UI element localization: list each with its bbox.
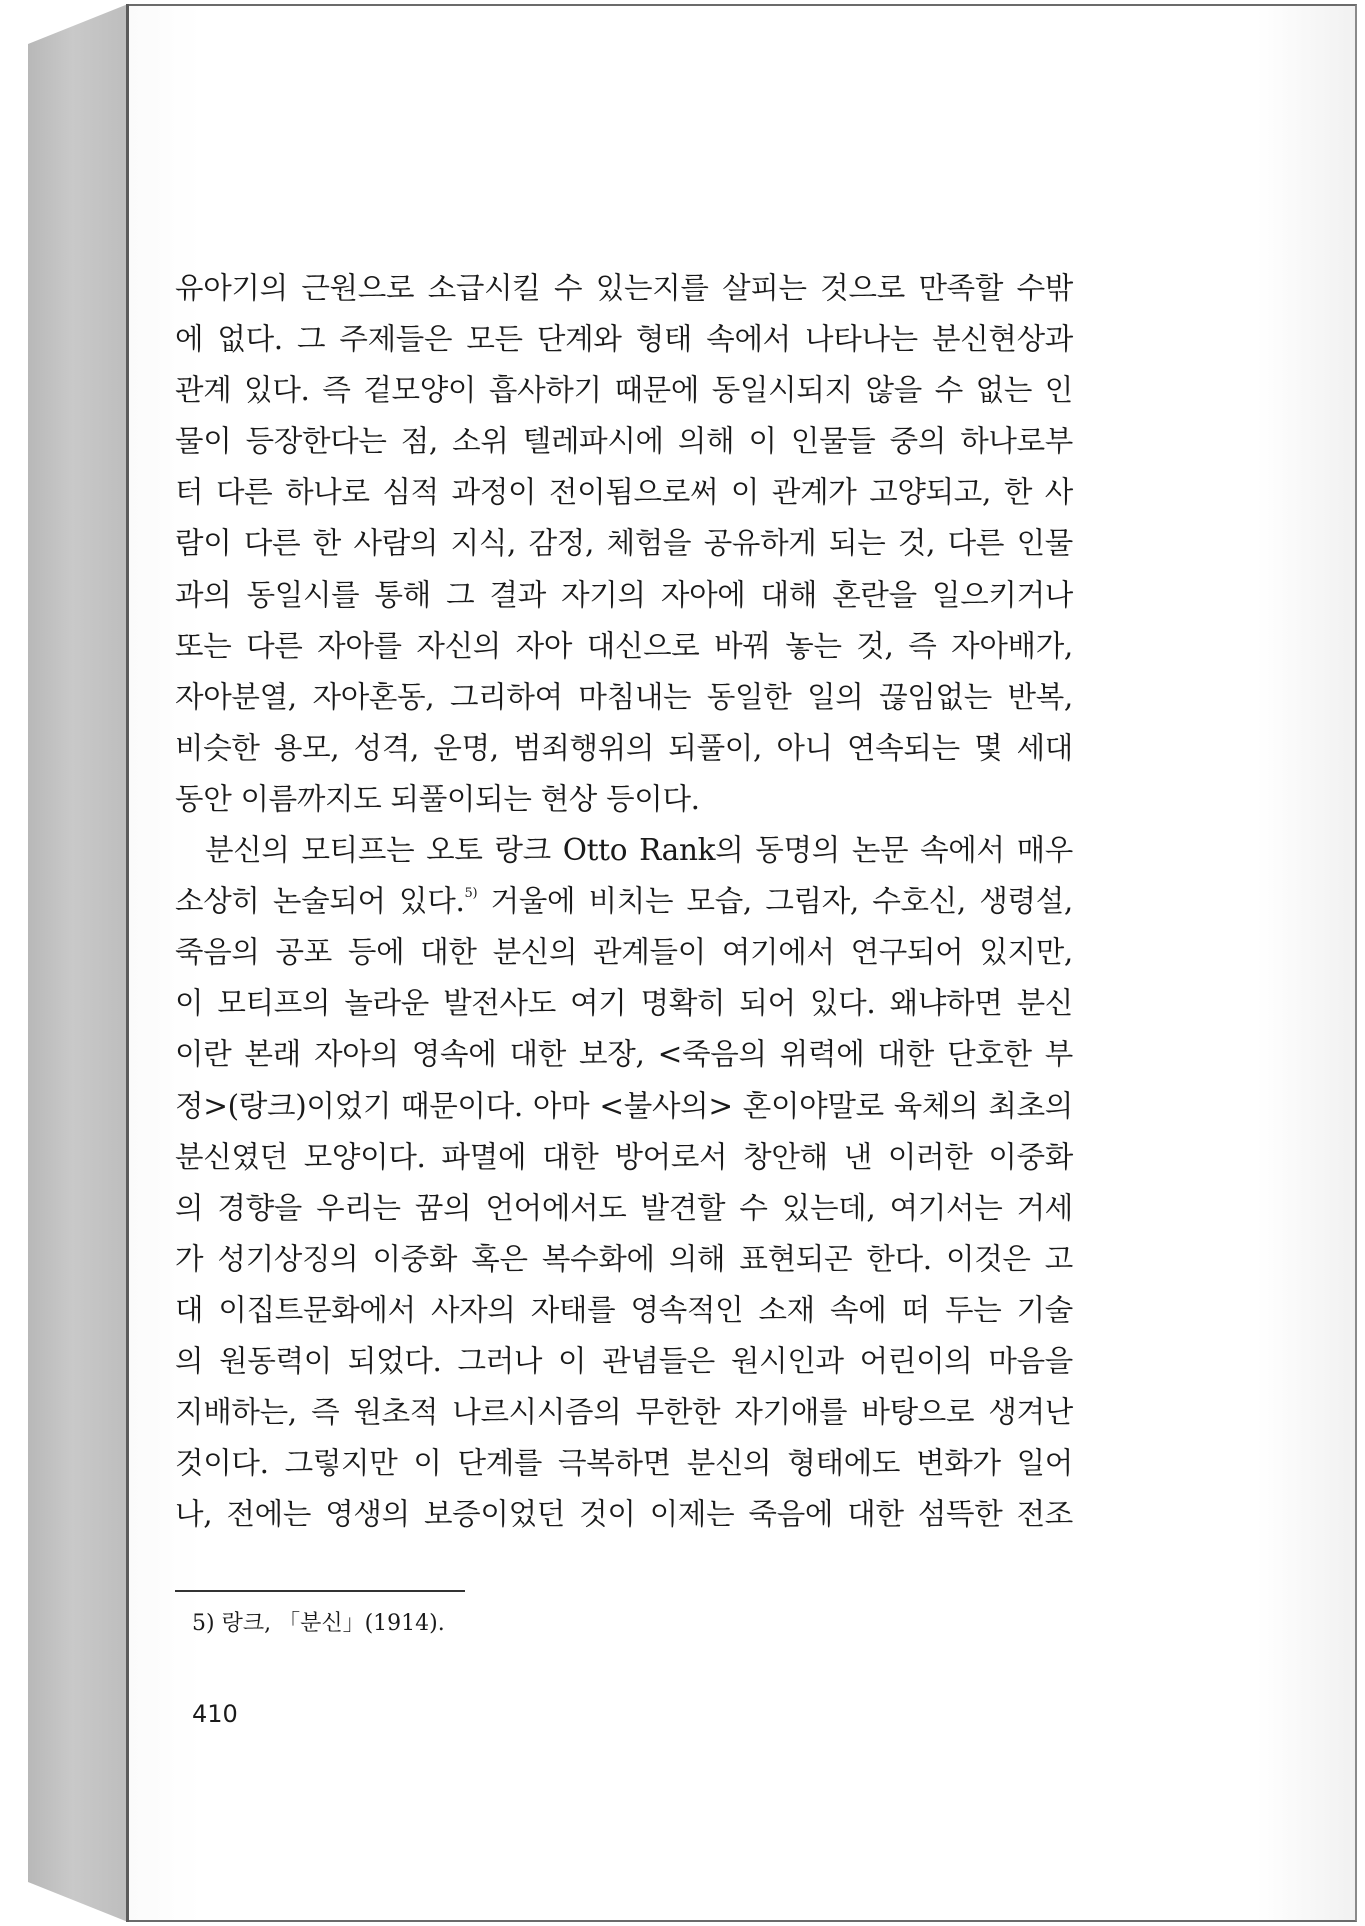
- page-number: 410: [192, 1700, 238, 1728]
- text-line: 에 없다. 그 주제들은 모든 단계와 형태 속에서 나타나는 분신현상과: [175, 322, 1073, 357]
- text-line: 정>(랑크)이었기 때문이다. 아마 <불사의> 혼이야말로 육체의 최초의: [175, 1088, 1073, 1123]
- footnote-reference: 5): [464, 886, 478, 902]
- text-line: 것이다. 그렇지만 이 단계를 극복하면 분신의 형태에도 변화가 일어: [175, 1446, 1073, 1481]
- text-line-with-footnote: [175, 876, 1073, 927]
- text-line: 의 경향을 우리는 꿈의 언어에서도 발견할 수 있는데, 여기서는 거세: [175, 1190, 1073, 1225]
- text-line: 의 원동력이 되었다. 그러나 이 관념들은 원시인과 어린이의 마음을: [175, 1343, 1073, 1378]
- text-line: 관계 있다. 즉 겉모양이 흡사하기 때문에 동일시되지 않을 수 없는 인: [175, 373, 1073, 408]
- text-line: 분신였던 모양이다. 파멸에 대한 방어로서 창안해 낸 이러한 이중화: [175, 1139, 1073, 1174]
- text-line: 람이 다른 한 사람의 지식, 감정, 체험을 공유하게 되는 것, 다른 인물: [175, 526, 1073, 561]
- text-line: 자아분열, 자아혼동, 그리하여 마침내는 동일한 일의 끊임없는 반복,: [175, 679, 1073, 714]
- text-line: 이 모티프의 놀라운 발전사도 여기 명확히 되어 있다. 왜냐하면 분신: [175, 986, 1073, 1021]
- text-line: 죽음의 공포 등에 대한 분신의 관계들이 여기에서 연구되어 있지만,: [175, 935, 1073, 970]
- text-line: 가 성기상징의 이중화 혹은 복수화에 의해 표현되곤 한다. 이것은 고: [175, 1241, 1073, 1276]
- text-line: 분신의 모티프는 오토 랑크 Otto Rank의 동명의 논문 속에서 매우: [205, 833, 1073, 868]
- text-line: 터 다른 하나로 심적 과정이 전이됨으로써 이 관계가 고양되고, 한 사: [175, 475, 1073, 510]
- book-spine: [28, 4, 128, 1922]
- text-line: 나, 전에는 영생의 보증이었던 것이 이제는 죽음에 대한 섬뜩한 전조: [175, 1497, 1073, 1532]
- text-line: 지배하는, 즉 원초적 나르시시즘의 무한한 자기애를 바탕으로 생겨난: [175, 1395, 1073, 1430]
- text-line: 대 이집트문화에서 사자의 자태를 영속적인 소재 속에 떠 두는 기술: [175, 1292, 1073, 1327]
- text-segment: 소상히 논술되어 있다.: [175, 884, 465, 919]
- text-segment: 거울에 비치는 모습, 그림자, 수호신, 생령설,: [477, 884, 1074, 919]
- text-line: 동안 이름까지도 되풀이되는 현상 등이다.: [175, 781, 700, 816]
- text-line: 물이 등장한다는 점, 소위 텔레파시에 의해 이 인물들 중의 하나로부: [175, 424, 1073, 459]
- text-line: 또는 다른 자아를 자신의 자아 대신으로 바꿔 놓는 것, 즉 자아배가,: [175, 628, 1073, 663]
- text-line: 이란 본래 자아의 영속에 대한 보장, <죽음의 위력에 대한 단호한 부: [175, 1037, 1073, 1072]
- footnote: 5) 랑크, 「분신」(1914).: [192, 1611, 445, 1636]
- text-line: 유아기의 근원으로 소급시킬 수 있는지를 살피는 것으로 만족할 수밖: [175, 271, 1073, 305]
- text-line: 비슷한 용모, 성격, 운명, 범죄행위의 되풀이, 아니 연속되는 몇 세대: [175, 730, 1073, 765]
- text-line: 과의 동일시를 통해 그 결과 자기의 자아에 대해 혼란을 일으키거나: [175, 577, 1073, 612]
- footnote-divider: [175, 1590, 465, 1592]
- body-text: [175, 263, 1073, 1540]
